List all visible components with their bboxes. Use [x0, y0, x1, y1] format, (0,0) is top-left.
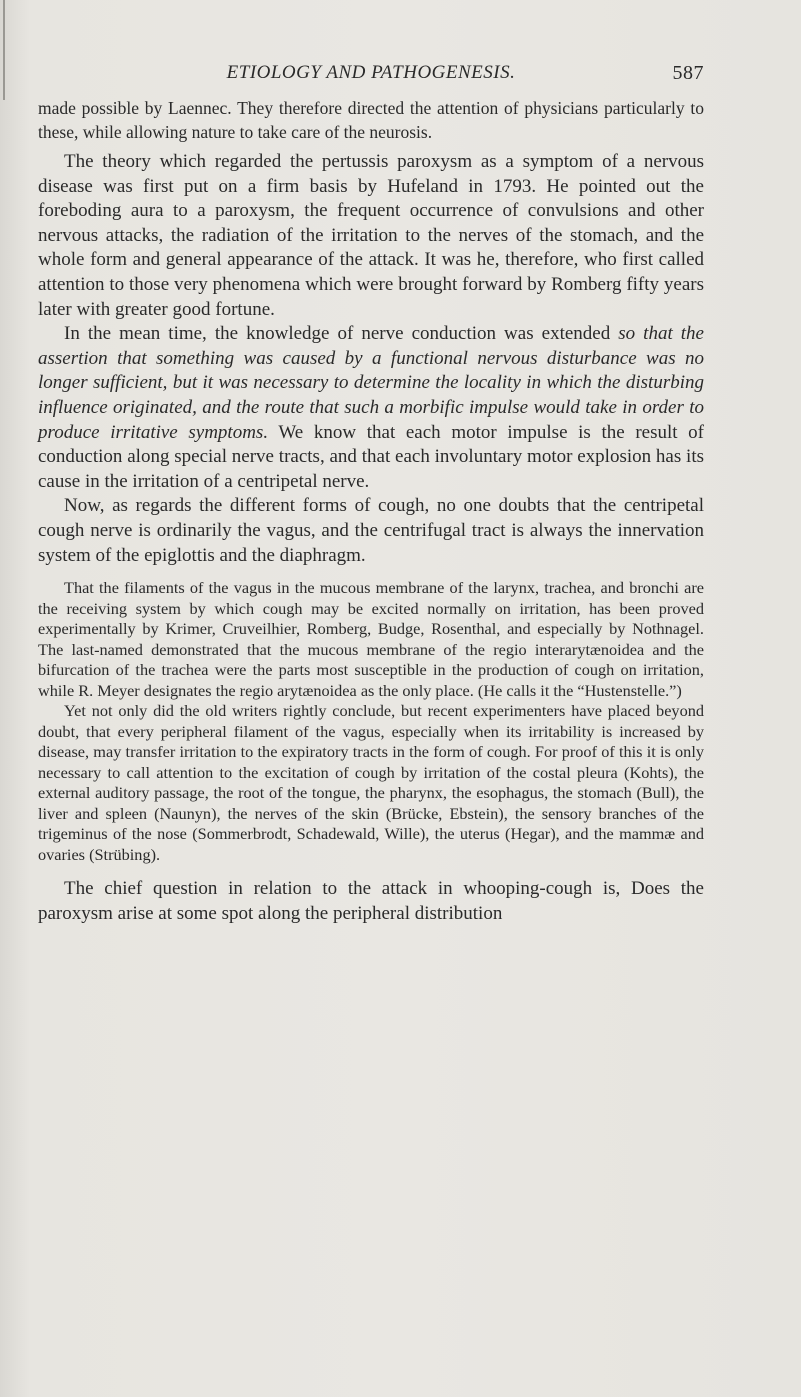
paragraph-chief-question: The chief question in relation to the attack in whooping-cough is, Does the paroxysm arise at some spot along the peripheral distribution	[38, 878, 704, 924]
paragraph-experimenters: Yet not only did the old writers rightly conclude, but recent experimenters have placed beyond doubt, that every peripheral filament of the vagus, especially when its irritability is increased by disease, may transfer irritation to the expiratory tracts in the form of cough. For proof of this it is only necessary to call attention to the excitation of cough by irritation of the costal pleura (Kohts), the external auditory passage, the root of the tongue, the pharynx, the esophagus, the stomach (Bull), the liver and spleen (Naunyn), the nerves of the skin (Brücke, Ebstein), the sensory branches of the trigeminus of the nose (Sommerbrodt, Schadewald, Wille), the uterus (Hegar), and the mammæ and ovaries (Strübing).	[38, 701, 704, 864]
paragraph-vagus-filaments: That the filaments of the vagus in the mucous membrane of the larynx, trachea, and bronchi are the receiving system by which cough may be excited normally on irritation, has been proved experimentally by Krimer, Cruveilhier, Romberg, Budge, Rosenthal, and especially by Nothnagel. The last-named demonstrated that the mucous membrane of the regio interarytænoidea and the bifurcation of the trachea were the parts most susceptible in the production of cough on irritation, while R. Meyer designates the regio arytænoidea as the only place. (He calls it the “Hustenstelle.”)	[38, 578, 704, 700]
running-title: ETIOLOGY AND PATHOGENESIS.	[226, 62, 516, 83]
page-number: 587	[672, 62, 704, 84]
paragraph-nerve-conduction-italic: so that the assertion that something was caused by a functional nervous disturbance was no longer sufficient, but it was necessary to determine the locality in which the disturbing influence originated, and the route that such a morbific impulse would take in order to produce irritative symptoms.	[38, 323, 704, 443]
body-text	[38, 97, 704, 926]
paragraph-nerve-conduction-plain: In the mean time, the knowledge of nerve conduction was extended	[64, 323, 619, 345]
paragraph-nerve-conduction	[38, 322, 704, 494]
paragraph-continuation: made possible by Laennec. They therefore directed the attention of physicians particularly to these, while allowing nature to take care of the neurosis.	[38, 98, 704, 142]
page-spine-edge	[3, 0, 5, 100]
paragraph-cough-forms: Now, as regards the different forms of cough, no one doubts that the centripetal cough nerve is ordinarily the vagus, and the centrifugal tract is always the innervation system of the epiglottis and the diaphragm.	[38, 495, 704, 566]
paragraph-nerve-conduction-after: We know that each motor impulse is the result of conduction along special nerve tracts, and that each involuntary motor explosion has its cause in the irritation of a centripetal nerve.	[38, 421, 704, 492]
paragraph-hufeland: The theory which regarded the pertussis paroxysm as a symptom of a nervous disease was first put on a firm basis by Hufeland in 1793. He pointed out the foreboding aura to a paroxysm, the frequent occurrence of convulsions and other nervous attacks, the radiation of the irritation to the nerves of the stomach, and the whole form and general appearance of the attack. It was he, therefore, who first called attention to those very phenomena which were brought forward by Romberg fifty years later with greater good fortune.	[38, 151, 704, 320]
running-header	[38, 62, 704, 90]
